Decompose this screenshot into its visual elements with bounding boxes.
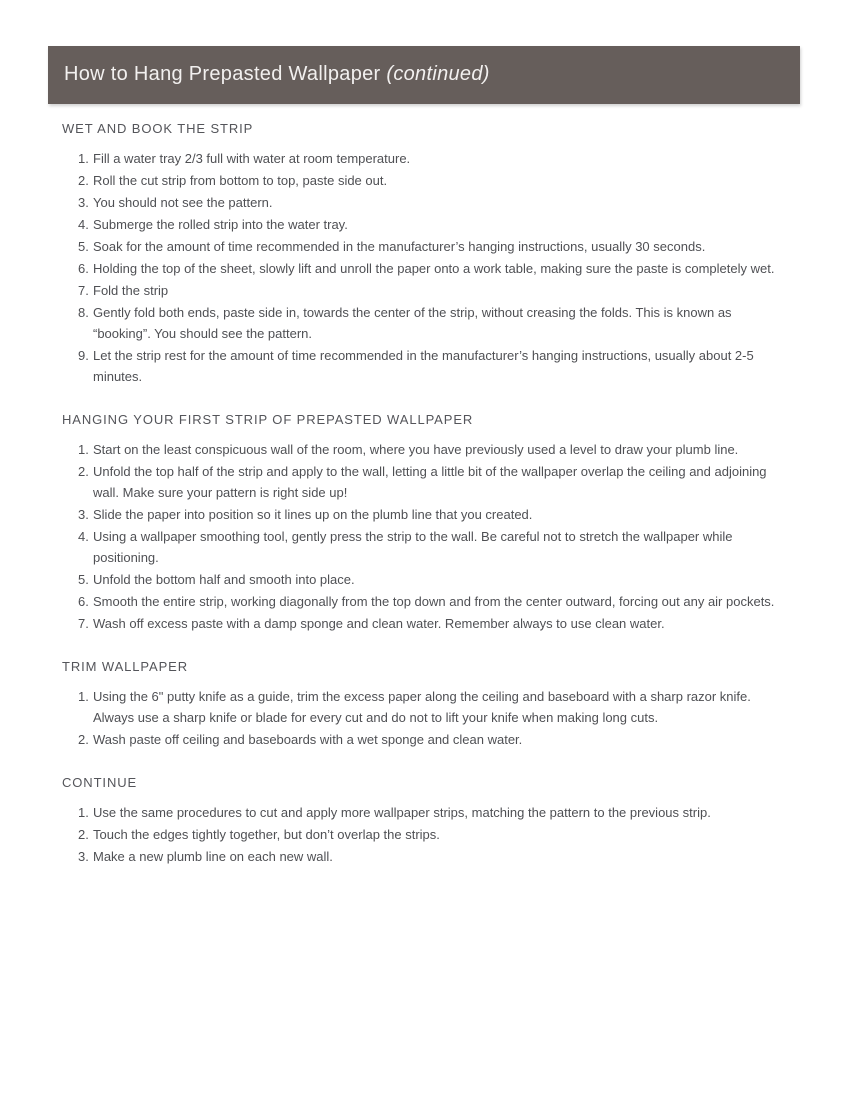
step-item [78, 302, 799, 344]
step-number: 5. [78, 572, 89, 587]
step-item [78, 214, 799, 235]
step-item [78, 280, 799, 301]
step-number: 3. [78, 849, 89, 864]
step-item [78, 526, 799, 568]
step-number: 7. [78, 616, 89, 631]
step-number: 8. [78, 305, 89, 320]
step-item [78, 148, 799, 169]
section-heading: WET AND BOOK THE STRIP [62, 121, 254, 136]
step-text: Smooth the entire strip, working diagonally from the top down and from the center outward, forcing out any air pockets. [93, 594, 775, 609]
step-number: 1. [78, 442, 89, 457]
step-text: You should not see the pattern. [93, 195, 273, 210]
step-number: 4. [78, 529, 89, 544]
step-text: Holding the top of the sheet, slowly lift and unroll the paper onto a work table, making sure the paste is completely wet. [93, 261, 775, 276]
instruction-section [62, 121, 799, 387]
step-item [78, 236, 799, 257]
instruction-section [62, 775, 799, 867]
section-heading: CONTINUE [62, 775, 138, 790]
step-number: 3. [78, 507, 89, 522]
step-item [78, 439, 799, 460]
steps-list [62, 802, 799, 867]
step-item [78, 613, 799, 634]
instruction-section [62, 412, 799, 634]
step-item [78, 802, 799, 823]
step-text: Roll the cut strip from bottom to top, paste side out. [93, 173, 388, 188]
step-number: 6. [78, 261, 89, 276]
step-text: Fold the strip [93, 283, 169, 298]
step-text: Soak for the amount of time recommended in the manufacturer’s hanging instructions, usually 30 seconds. [93, 239, 706, 254]
section-heading: TRIM WALLPAPER [62, 659, 189, 674]
step-item [78, 729, 799, 750]
step-item [78, 192, 799, 213]
step-text: Gently fold both ends, paste side in, towards the center of the strip, without creasing the folds. This is known as “booking”. You should see the pattern. [93, 305, 732, 341]
step-item [78, 461, 799, 503]
step-number: 2. [78, 464, 89, 479]
step-text: Using a wallpaper smoothing tool, gently press the strip to the wall. Be careful not to stretch the wallpaper while positioning. [93, 529, 733, 565]
step-item [78, 504, 799, 525]
step-number: 2. [78, 827, 89, 842]
step-text: Slide the paper into position so it lines up on the plumb line that you created. [93, 507, 533, 522]
step-number: 1. [78, 689, 89, 704]
step-item [78, 846, 799, 867]
step-number: 7. [78, 283, 89, 298]
step-item [78, 258, 799, 279]
instruction-section [62, 659, 799, 750]
step-item [78, 686, 799, 728]
step-text: Start on the least conspicuous wall of the room, where you have previously used a level to draw your plumb line. [93, 442, 739, 457]
title-bar [48, 46, 800, 104]
step-number: 5. [78, 239, 89, 254]
step-item [78, 170, 799, 191]
step-text: Make a new plumb line on each new wall. [93, 849, 333, 864]
step-text: Using the 6" putty knife as a guide, trim the excess paper along the ceiling and baseboard with a sharp razor knife. Always use a sharp knife or blade for every cut and do not to lift your knife when making long cuts. [93, 689, 751, 725]
step-number: 2. [78, 732, 89, 747]
step-text: Submerge the rolled strip into the water tray. [93, 217, 348, 232]
step-number: 6. [78, 594, 89, 609]
step-number: 1. [78, 151, 89, 166]
step-number: 2. [78, 173, 89, 188]
page-title-continued: (continued) [386, 62, 490, 85]
step-text: Touch the edges tightly together, but don’t overlap the strips. [93, 827, 440, 842]
steps-list [62, 686, 799, 750]
step-text: Use the same procedures to cut and apply more wallpaper strips, matching the pattern to the previous strip. [93, 805, 711, 820]
step-item [78, 345, 799, 387]
step-number: 3. [78, 195, 89, 210]
step-text: Unfold the top half of the strip and apply to the wall, letting a little bit of the wallpaper overlap the ceiling and adjoining wall. Make sure your pattern is right side up! [93, 464, 767, 500]
step-number: 9. [78, 348, 89, 363]
instructions-content [62, 104, 799, 868]
step-text: Fill a water tray 2/3 full with water at room temperature. [93, 151, 411, 166]
steps-list [62, 439, 799, 634]
step-text: Unfold the bottom half and smooth into place. [93, 572, 355, 587]
steps-list [62, 148, 799, 387]
step-text: Wash off excess paste with a damp sponge and clean water. Remember always to use clean water. [93, 616, 665, 631]
step-item [78, 824, 799, 845]
step-item [78, 591, 799, 612]
section-heading: HANGING YOUR FIRST STRIP OF PREPASTED WALLPAPER [62, 412, 474, 427]
step-number: 1. [78, 805, 89, 820]
step-number: 4. [78, 217, 89, 232]
step-text: Let the strip rest for the amount of time recommended in the manufacturer’s hanging instructions, usually about 2-5 minutes. [93, 348, 754, 384]
page-title [48, 63, 490, 88]
step-text: Wash paste off ceiling and baseboards with a wet sponge and clean water. [93, 732, 523, 747]
step-item [78, 569, 799, 590]
page-title-main: How to Hang Prepasted Wallpaper [64, 62, 387, 85]
